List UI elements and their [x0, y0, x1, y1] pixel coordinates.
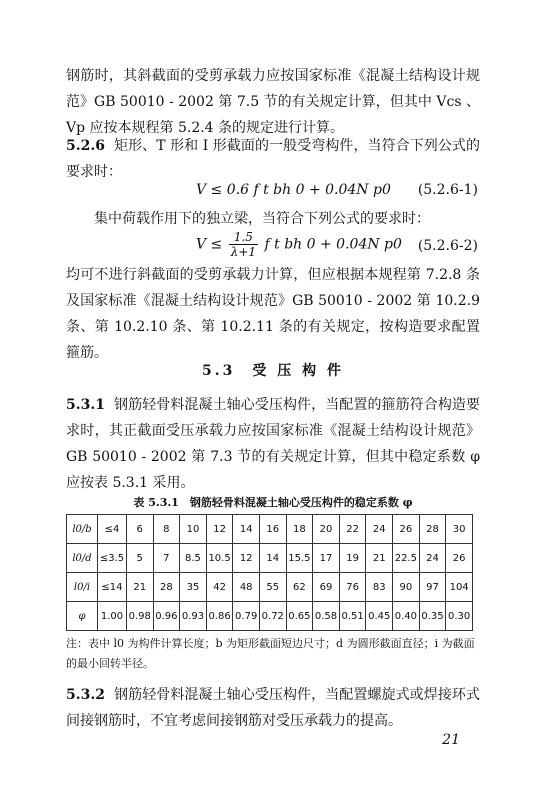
clause-number: 5.2.6 [66, 138, 105, 154]
stability-coefficient-table [66, 514, 473, 631]
section-heading-5-3: 5.3 受 压 构 件 [202, 363, 344, 379]
equation-number: (5.2.6-2) [417, 238, 478, 254]
table-cell: 16 [259, 515, 286, 544]
clause-text: 矩形、T 形和 I 形截面的一般受弯构件，当符合下列公式的要求时： [66, 138, 481, 180]
table-cell: 0.98 [126, 602, 153, 631]
table-cell: 14 [259, 544, 286, 573]
table-cell: 20 [313, 515, 340, 544]
table-cell: 97 [419, 573, 446, 602]
clause-number: 5.3.2 [66, 687, 105, 703]
table-cell: 24 [419, 544, 446, 573]
table-cell: 55 [259, 573, 286, 602]
table-row [67, 602, 473, 631]
clause-number: 5.3.1 [66, 397, 105, 413]
row-header: l0/i [67, 573, 98, 602]
row-header: φ [67, 602, 98, 631]
fraction-denominator: λ+1 [230, 245, 257, 259]
table-cell: 28 [153, 573, 180, 602]
table-cell: 83 [366, 573, 393, 602]
equation-expression: V ≤ 0.6 f t bh 0 + 0.04N p0 [196, 182, 391, 198]
table-caption: 表 5.3.1 钢筋轻骨料混凝土轴心受压构件的稳定系数 φ [133, 496, 413, 509]
table-cell: 14 [233, 515, 260, 544]
table-cell: 17 [313, 544, 340, 573]
table-row [67, 515, 473, 544]
fraction-numerator: 1.5 [229, 230, 258, 245]
row-header: l0/d [67, 544, 98, 573]
table-cell: 26 [393, 515, 420, 544]
table-cell: 22 [339, 515, 366, 544]
table-cell: 48 [233, 573, 260, 602]
table-cell: 0.51 [339, 602, 366, 631]
paragraph-5-3-1 [66, 392, 480, 496]
table-cell: 18 [286, 515, 313, 544]
table-cell: 7 [153, 544, 180, 573]
table-cell: ≤4 [98, 515, 127, 544]
table-cell: 30 [446, 515, 473, 544]
table-cell: 76 [339, 573, 366, 602]
equation-5-2-6-1 [66, 180, 480, 204]
table-cell: 0.79 [233, 602, 260, 631]
table-cell: 5 [126, 544, 153, 573]
table-cell: 62 [286, 573, 313, 602]
table-row [67, 544, 473, 573]
table-cell: 15.5 [286, 544, 313, 573]
table-cell: 42 [206, 573, 233, 602]
table-cell: 104 [446, 573, 473, 602]
table-cell: 0.96 [153, 602, 180, 631]
table-cell: 21 [366, 544, 393, 573]
table-cell: 26 [446, 544, 473, 573]
equation-fraction [229, 230, 258, 259]
paragraph-concentrated-load: 集中荷载作用下的独立梁，当符合下列公式的要求时： [94, 211, 430, 227]
table-cell: 24 [366, 515, 393, 544]
table-cell: 90 [393, 573, 420, 602]
equation-right: f t bh 0 + 0.04N p0 [264, 236, 402, 253]
table-cell: 35 [180, 573, 207, 602]
table-cell: 28 [419, 515, 446, 544]
table-cell: 0.86 [206, 602, 233, 631]
table-cell: 0.45 [366, 602, 393, 631]
table-body [67, 515, 473, 631]
equation-5-2-6-2 [66, 228, 480, 262]
table-cell: 0.30 [446, 602, 473, 631]
equation-number: (5.2.6-1) [417, 182, 478, 198]
equation-left: V ≤ [196, 236, 223, 253]
table-cell: 0.58 [313, 602, 340, 631]
table-cell: 69 [313, 573, 340, 602]
table-cell: 0.93 [180, 602, 207, 631]
table-cell: 12 [233, 544, 260, 573]
table-cell: ≤14 [98, 573, 127, 602]
table-cell: 0.72 [259, 602, 286, 631]
paragraph-5-2-6 [66, 133, 480, 185]
clause-text: 钢筋轻骨料混凝土轴心受压构件，当配置的箍筋符合构造要求时，其正截面受压承载力应按国家标准《混凝土结构设计规范》GB 50010 - 2002 第 7.3 节的有关规定计算，但其中稳定系数 φ 应按表 5.3.1 采用。 [66, 397, 480, 491]
row-header: l0/b [67, 515, 98, 544]
page-number: 21 [442, 732, 460, 748]
table-cell: 6 [126, 515, 153, 544]
table-cell: 22.5 [393, 544, 420, 573]
table-note: 注：表中 l0 为构件计算长度；b 为矩形截面短边尺寸；d 为圆形截面直径；i 为截面的最小回转半径。 [66, 637, 475, 670]
paragraph-no-shear-check: 均可不进行斜截面的受剪承载力计算，但应根据本规程第 7.2.8 条及国家标准《混凝土结构设计规范》GB 50010 - 2002 第 10.2.9 条、第 10.2.10 条、第 10.2.11 条的有关规定，按构造要求配置箍筋。 [66, 267, 480, 361]
table-cell: 12 [206, 515, 233, 544]
table-cell: 0.40 [393, 602, 420, 631]
table-cell: 21 [126, 573, 153, 602]
table-row [67, 573, 473, 602]
table-cell: 0.65 [286, 602, 313, 631]
table-cell: 10.5 [206, 544, 233, 573]
equation-expression [196, 230, 402, 259]
paragraph-5-3-2 [66, 682, 480, 734]
clause-text: 钢筋轻骨料混凝土轴心受压构件，当配置螺旋式或焊接环式间接钢筋时，不宜考虑间接钢筋对受压承载力的提高。 [66, 687, 480, 729]
paragraph-shear-continuation: 钢筋时，其斜截面的受剪承载力应按国家标准《混凝土结构设计规范》GB 50010 - 2002 第 7.5 节的有关规定计算，但其中 Vcs 、Vp 应按本规程第 5.2.4 条的规定进行计算。 [66, 68, 480, 136]
table-cell: 1.00 [98, 602, 127, 631]
table-cell: 8.5 [180, 544, 207, 573]
table-cell: 0.35 [419, 602, 446, 631]
table-cell: 10 [180, 515, 207, 544]
table-cell: 19 [339, 544, 366, 573]
table-cell: ≤3.5 [98, 544, 127, 573]
table-cell: 8 [153, 515, 180, 544]
